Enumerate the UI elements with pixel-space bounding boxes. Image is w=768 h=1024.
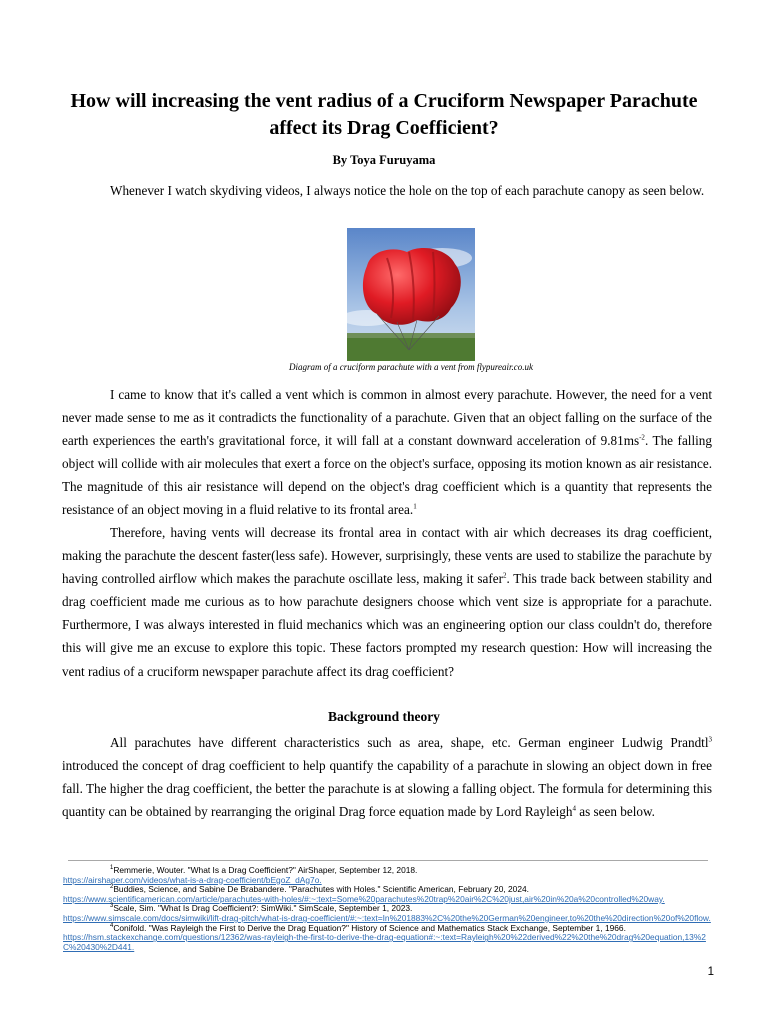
footnote-link[interactable]: https://airshaper.com/videos/what-is-a-drag-coefficient/bEgoZ_dAg7o. — [63, 874, 322, 885]
footnote-4: $^4$Conifold. "Was Rayleigh the First to Derive the Drag Equation?" History of Science and Mathematics Stack Exchange, September 1, 1966. https://hsm.stackexchange.com/questions/12362/was-rayleigh-the-first-to-derive-the-drag-equation#:~:text=Rayleigh%20%22derived%22%20the%20drag%20equation,13%2C%20430%2D441. — [63, 924, 713, 953]
footnote-ref[interactable]: 4 — [572, 804, 576, 813]
footnote-divider — [68, 860, 708, 861]
author-line: By Toya Furuyama — [332, 153, 436, 167]
footnote-link[interactable]: https://hsm.stackexchange.com/questions/12362/was-rayleigh-the-first-to-derive-the-drag-equation#:~:text=Rayleigh%20%22derived%22%20the%20drag%20equation,13%2C%20430%2D441. — [63, 932, 706, 952]
footnote-ref[interactable]: 2 — [503, 571, 507, 580]
footnote-1: $^1$Remmerie, Wouter. "What Is a Drag Coefficient?" AirShaper, September 12, 2018. https://airshaper.com/videos/what-is-a-drag-coefficient/bEgoZ_dAg7o. — [63, 866, 713, 885]
body-paragraph-2: I came to know that it's called a vent which is common in almost every parachute. However, the need for a vent never made sense to me as it contradicts the functionality of a parachute. Given that an object falling on the surface of the earth experiences the earth's gravitational force, it will fall at a constant downward acceleration of $9.81ms^{-2}$. The falling object will collide with air molecules that exert a force on the object's surface, opposing its motion known as air resistance. The magnitude of this air resistance will depend on the object's drag coefficient which is a quantity that represents the resistance of an object moving in a fluid relative to its frontal area.$^1$ — [62, 387, 712, 518]
figure-caption: Diagram of a cruciform parachute with a vent from flypureair.co.uk — [288, 362, 534, 372]
footnote-3: $^3$Scale, Sim. "What Is Drag Coefficient?: SimWiki." SimScale, September 1, 2023. https://www.simscale.com/docs/simwiki/lift-drag-pitch/what-is-drag-coefficient/#:~:text=In%201883%2C%20the%20German%20engineer,to%20the%20direction%20of%20flow. — [63, 904, 713, 923]
footnote-link[interactable]: https://www.scientificamerican.com/article/parachutes-with-holes/#:~:text=Some%20parachutes%20trap%20air%2C%20just,air%20in%20a%20controlled%20way. — [63, 893, 665, 904]
body-paragraph-3: Therefore, having vents will decrease its frontal area in contact with air which decreases its drag coefficient, making the parachute the descent faster(less safe). However, surprisingly, these vents are used to stabilize the parachute by having controlled airflow which makes the parachute oscillate less, making it safer$^2$. This trade back between stability and drag coefficient made me curious as to how parachute designers choose which vent size is appropriate for a parachute. Furthermore, I was always interested in fluid mechanics which was an engineering option our class couldn't do, therefore this will give me an excuse to explore this topic. These factors prompted my research question: How will increasing the vent radius of a cruciform newspaper parachute affect its drag coefficient? — [62, 525, 712, 679]
parachute-figure — [347, 228, 475, 361]
body-paragraph-4: All parachutes have different characteristics such as area, shape, etc. German engineer Ludwig Prandtl$^3$ introduced the concept of drag coefficient to help quantify the capability of a parachute in slowing an object down in free fall. The higher the drag coefficient, the better the parachute is at slowing a falling object. The formula for determining this quantity can be obtained by rearranging the original Drag force equation made by Lord Rayleigh$^4$ as seen below. — [62, 735, 712, 820]
footnote-ref[interactable]: 3 — [708, 735, 712, 744]
page-number: 1 — [707, 966, 714, 978]
footnote-ref[interactable]: 1 — [413, 503, 417, 512]
red-cruciform-parachute-photo-icon — [347, 228, 475, 361]
intro-paragraph: Whenever I watch skydiving videos, I always notice the hole on the top of each parachute canopy as seen below. — [110, 183, 705, 198]
footnote-2: $^2$Buddies, Science, and Sabine De Brabandere. "Parachutes with Holes." Scientific American, February 20, 2024. https://www.scientificamerican.com/article/parachutes-with-holes/#:~:text=Some%20parachutes%20trap%20air%2C%20just,air%20in%20a%20controlled%20way. — [63, 885, 713, 904]
footnote-link[interactable]: https://www.simscale.com/docs/simwiki/lift-drag-pitch/what-is-drag-coefficient/#:~:text=In%201883%2C%20the%20German%20engineer,to%20the%20direction%20of%20flow. — [63, 912, 711, 923]
footnotes — [63, 866, 713, 952]
paper-title: How will increasing the vent radius of a Cruciform Newspaper Parachute affect its Drag Coefficient? — [70, 90, 698, 139]
section-heading: Background theory — [328, 709, 440, 724]
